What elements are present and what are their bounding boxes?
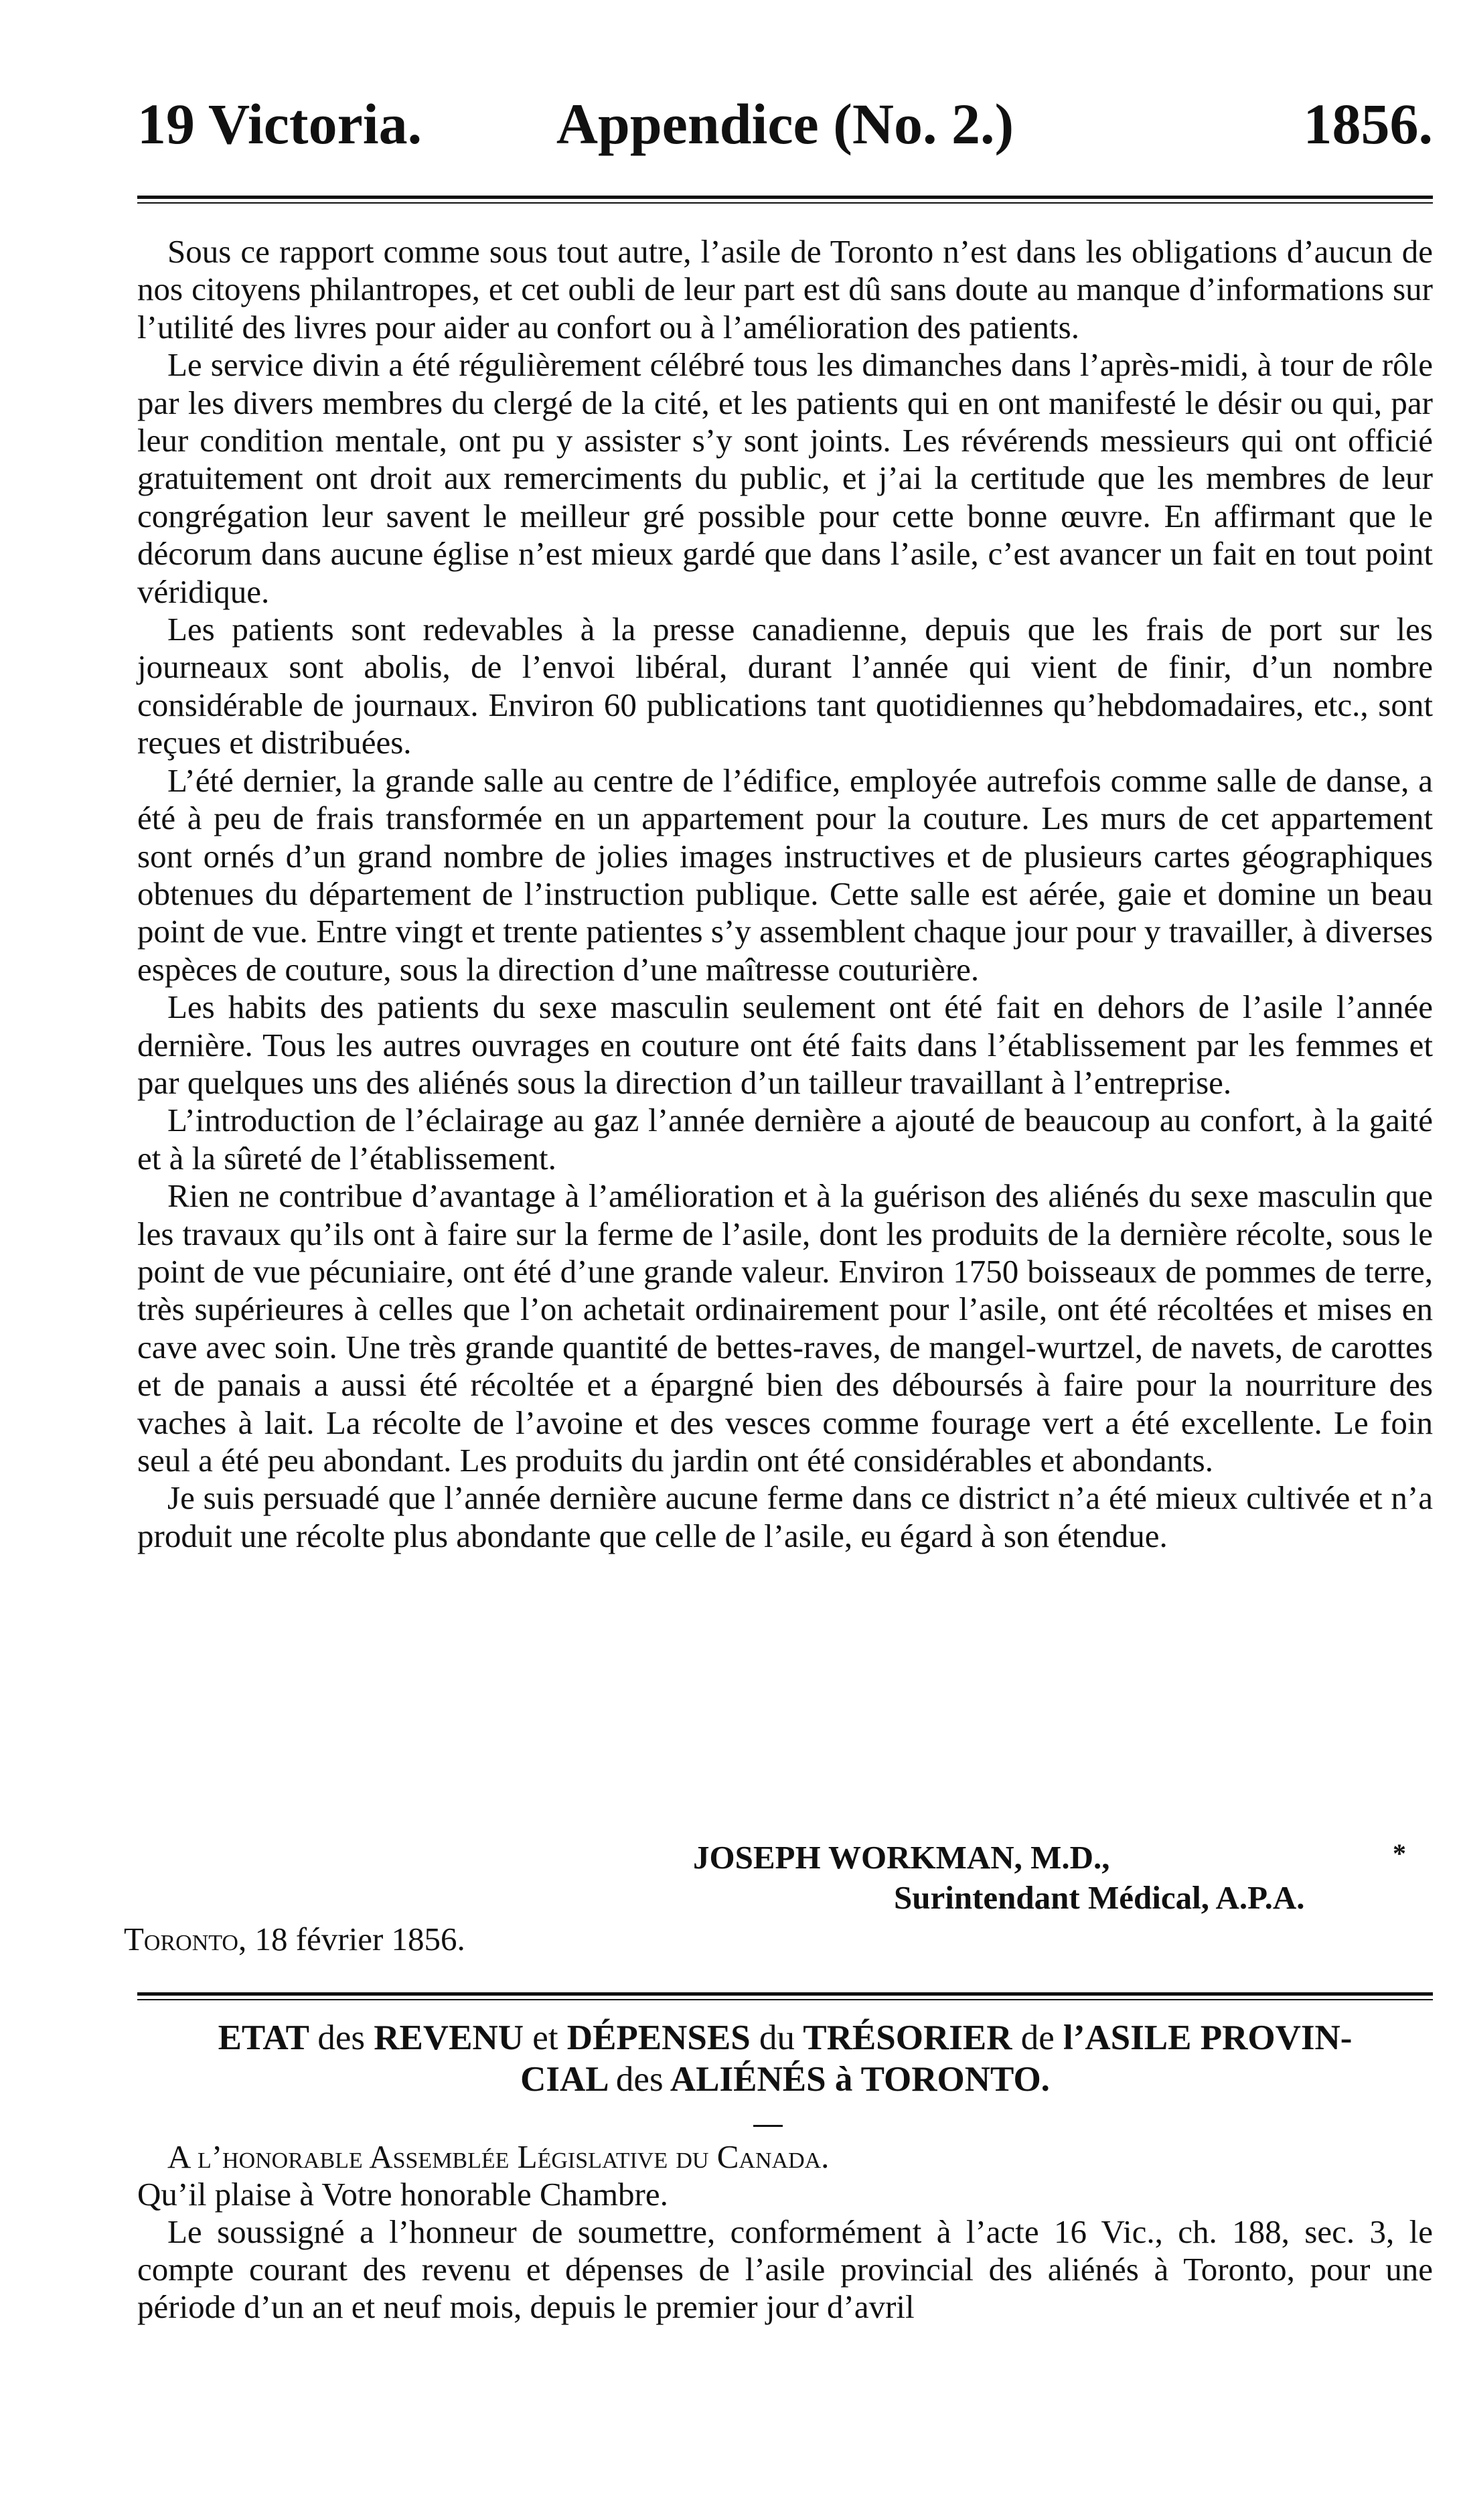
- paragraph: L’introduction de l’éclairage au gaz l’année dernière a ajouté de beaucoup au confort, à la gaité et à la sûreté de l’établissement.: [137, 1102, 1433, 1177]
- paragraph: Les patients sont redevables à la presse canadienne, depuis que les frais de port sur les journeaux sont abolis, de l’envoi libéral, durant l’année qui vient de finir, d’un nombre considérable de journaux. Environ 60 publications tant quotidiennes qu’hebdomadaires, etc., sont reçues et distribuées.: [137, 611, 1433, 761]
- address-section: [137, 2138, 1433, 2326]
- signatory-name: JOSEPH WORKMAN, M.D.,: [693, 1839, 1110, 1876]
- paragraph: Les habits des patients du sexe masculin seulement ont été fait en dehors de l’asile l’année dernière. Tous les autres ouvrages en couture ont été faits dans l’établissement par les femmes et par quelques uns des aliénés sous la direction d’un tailleur travaillant à l’entreprise.: [137, 988, 1433, 1101]
- page-header: [137, 80, 1433, 167]
- addressee: l’honorable Assemblée Législative du Canada.: [197, 2138, 830, 2175]
- paragraph: L’été dernier, la grande salle au centre de l’édifice, employée autrefois comme salle de danse, a été à peu de frais transformée en un appartement pour la couture. Les murs de cet appartement sont ornés d’un grand nombre de jolies images instructives et de plusieurs cartes géographiques obtenues du département de l’instruction publique. Cette salle est aérée, gaie et domine un beau point de vue. Entre vingt et trente patientes s’y assemblent chaque jour pour y travailler, à diverses espèces de couture, sous la direction d’une maîtresse couturière.: [137, 761, 1433, 988]
- place-date: [124, 1919, 465, 1959]
- signatory-title: Surintendant Médical, A.P.A.: [894, 1879, 1305, 1916]
- title-word: des: [615, 2060, 664, 2099]
- title-word: DÉPENSES: [566, 2018, 751, 2057]
- short-divider: [753, 2125, 783, 2127]
- title-word: de: [1020, 2018, 1055, 2057]
- header-session: 19 Victoria.: [137, 92, 422, 156]
- report-body: [137, 233, 1433, 1555]
- paragraph: Rien ne contribue d’avantage à l’amélioration et à la guérison des aliénés du sexe masculin que les travaux qu’ils ont à faire sur la ferme de l’asile, dont les produits de la dernière récolte, sous le point de vue pécuniaire, ont été d’une grande valeur. Environ 1750 boisseaux de pommes de terre, très supérieures à celles que l’on achetait ordinairement pour l’asile, ont été récoltées et mises en cave avec soin. Une très grande quantité de bettes-raves, de mangel-wurtzel, de navets, de carottes et de panais a aussi été récoltée et a épargné bien des déboursés à faire pour la nourriture des vaches à lait. La récolte de l’avoine et des vesces comme fourage vert a été excellente. Le foin seul a été peu abondant. Les produits du jardin ont été considérables et abondants.: [137, 1177, 1433, 1479]
- title-word: des: [317, 2018, 365, 2057]
- title-word: ALIÉNÉS: [670, 2060, 826, 2099]
- paragraph: Je suis persuadé que l’année dernière aucune ferme dans ce district n’a été mieux cultivée et n’a produit une récolte plus abondante que celle de l’asile, eu égard à son étendue.: [137, 1479, 1433, 1554]
- title-word: l’ASILE PROVIN-: [1063, 2018, 1353, 2057]
- salutation: Qu’il plaise à Votre honorable Chambre.: [137, 2176, 668, 2213]
- statement-title: [137, 2017, 1433, 2100]
- title-word: TRÉSORIER: [803, 2018, 1012, 2057]
- header-appendix: Appendice (No. 2.): [556, 92, 1014, 156]
- title-word: CIAL: [520, 2060, 607, 2099]
- section-rule: [137, 1992, 1433, 2000]
- addressee-prefix: A: [167, 2138, 189, 2175]
- opening-paragraph: Le soussigné a l’honneur de soumettre, conformément à l’acte 16 Vic., ch. 188, sec. 3, le compte courant des revenu et dépenses de l’asile provincial des aliénés à Toronto, pour une période d’un an et neuf mois, depuis le premier jour d’avril: [137, 2213, 1433, 2325]
- footnote-mark: *: [1393, 1838, 1406, 1868]
- header-year: 1856.: [1303, 92, 1433, 156]
- title-word: ETAT: [218, 2018, 309, 2057]
- header-rule: [137, 196, 1433, 204]
- place: Toronto,: [124, 1921, 247, 1957]
- date: 18 février 1856.: [254, 1921, 465, 1957]
- title-word: à TORONTO.: [834, 2060, 1050, 2099]
- paragraph: Le service divin a été régulièrement célébré tous les dimanches dans l’après-midi, à tour de rôle par les divers membres du clergé de la cité, et les patients qui en ont manifesté le désir ou qui, par leur condition mentale, ont pu y assister s’y sont joints. Les révérends messieurs qui ont officié gratuitement ont droit aux remerciments du public, et j’ai la certitude que les membres de leur congrégation leur savent le meilleur gré possible pour cette bonne œuvre. En affirmant que le décorum dans aucune église n’est mieux gardé que dans l’asile, c’est avancer un fait en tout point véridique.: [137, 346, 1433, 610]
- title-word: et: [532, 2018, 558, 2057]
- addressee-line: [137, 2138, 1433, 2176]
- title-word: du: [759, 2018, 795, 2057]
- title-word: REVENU: [374, 2018, 524, 2057]
- paragraph: Sous ce rapport comme sous tout autre, l’asile de Toronto n’est dans les obligations d’aucun de nos citoyens philantropes, et cet oubli de leur part est dû sans doute au manque d’informations sur l’utilité des livres pour aider au confort ou à l’amélioration des patients.: [137, 233, 1433, 346]
